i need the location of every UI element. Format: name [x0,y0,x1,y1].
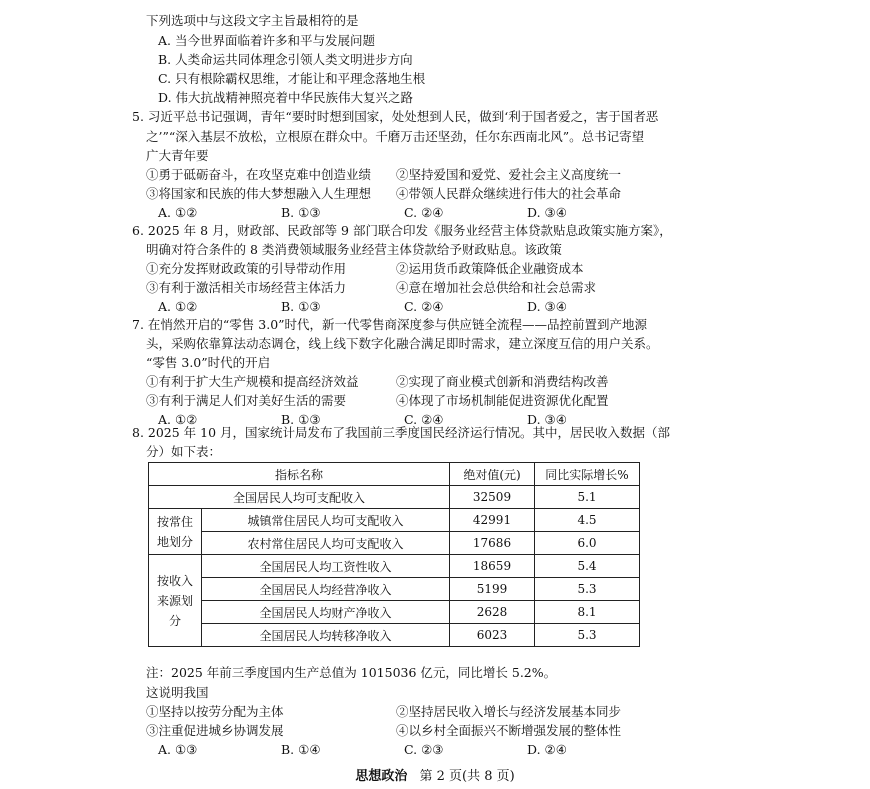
q6-stem-line-1: 6. 2025 年 8 月，财政部、民政部等 9 部门联合印发《服务业经营主体贷款贴息政策实施方案》， [132,223,672,238]
q7-item-2: ②实现了商业模式创新和消费结构改善 [396,374,609,389]
q6-answer-c: C. ②④ [404,299,444,314]
table-cell-value: 6023 [450,624,535,647]
q5-item-3: ③将国家和民族的伟大梦想融入人生理想 [146,186,372,201]
q5-item-1: ①勇于砥砺奋斗，在攻坚克难中创造业绩 [146,167,372,182]
q5-answer-b: B. ①③ [281,205,321,220]
q6-stem-line-2: 明确对符合条件的 8 类消费领域服务业经营主体贷款给予财政贴息。该政策 [146,242,562,257]
q4-option-b: B. 人类命运共同体理念引领人类文明进步方向 [158,52,413,67]
table-header-value: 绝对值(元) [450,463,535,486]
q5-answer-d: D. ③④ [527,205,567,220]
q5-stem-line-2: 之’”“深入基层不放松，立根原在群众中。千磨万击还坚劲，任尔东西南北风”。总书记寄望 [146,129,645,144]
table-header-row [149,463,640,486]
q7-items [146,373,666,430]
q7-item-3: ③有利于满足人们对美好生活的需要 [146,393,347,408]
q5-answer-a: A. ①② [158,205,198,220]
q5-answer-c: C. ②④ [404,205,444,220]
q4-option-c: C. 只有根除霸权思维，才能让和平理念落地生根 [158,71,426,86]
table-cell-growth: 5.4 [535,555,640,578]
q5-stem-line-3: 广大青年要 [146,148,209,163]
table-row [149,601,640,624]
q6-item-1: ①充分发挥财政政策的引导带动作用 [146,261,347,276]
table-cell-growth: 5.1 [535,486,640,509]
q5-stem-line-1: 5. 习近平总书记强调，青年“要时时想到国家，处处想到人民，做到‘利于国者爱之，害于国者恶 [132,109,659,124]
table-header-name: 指标名称 [149,463,450,486]
footer-page-number: 第 2 页(共 8 页) [419,769,515,784]
table-row [149,486,640,509]
table-cell-growth: 6.0 [535,532,640,555]
table-row [149,624,640,647]
q7-stem-line-3: “零售 3.0”时代的开启 [146,355,271,370]
q7-answer-d: D. ③④ [527,412,567,427]
q7-stem-line-2: 头，采购依靠算法动态调仓，线上线下数字化融合满足即时需求，建立深度互信的用户关系。 [146,336,659,351]
q8-item-3: ③注重促进城乡协调发展 [146,723,284,738]
q8-stem-line-2: 分）如下表： [146,444,222,459]
q7-answer-a: A. ①② [158,412,198,427]
q6-answer-b: B. ①③ [281,299,321,314]
table-cell-value: 2628 [450,601,535,624]
table-cell-growth: 4.5 [535,509,640,532]
q5-item-4: ④带领人民群众继续进行伟大的社会革命 [396,186,622,201]
q8-answer-c: C. ②③ [404,742,444,757]
q8-answer-b: B. ①④ [281,742,321,757]
q6-item-3: ③有利于激活相关市场经营主体活力 [146,280,347,295]
q8-answer-d: D. ②④ [527,742,567,757]
q7-item-1: ①有利于扩大生产规模和提高经济效益 [146,374,359,389]
q7-answer-b: B. ①③ [281,412,321,427]
table-cell-name: 全国居民人均可支配收入 [149,486,450,509]
table-cell-name: 农村常住居民人均可支配收入 [202,532,450,555]
q4-stem: 下列选项中与这段文字主旨最相符的是 [146,13,359,28]
q6-answer-a: A. ①② [158,299,198,314]
table-cell-growth: 5.3 [535,578,640,601]
q7-item-4: ④体现了市场机制能促进资源优化配置 [396,393,609,408]
q5-items [146,166,666,223]
table-cell-value: 18659 [450,555,535,578]
table-cell-name: 城镇常住居民人均可支配收入 [202,509,450,532]
table-cell-value: 17686 [450,532,535,555]
table-cell-name: 全国居民人均财产净收入 [202,601,450,624]
q8-stem: 这说明我国 [146,685,209,700]
table-row [149,578,640,601]
table-cell-growth: 8.1 [535,601,640,624]
table-group-label-residence: 按常住 地划分 [149,509,202,555]
q7-stem-line-1: 7. 在悄然开启的“零售 3.0”时代，新一代零售商深度参与供应链全流程——品控前置到产地源 [132,317,648,332]
table-group-label-source: 按收入 来源划 分 [149,555,202,647]
q5-item-2: ②坚持爱国和爱党、爱社会主义高度统一 [396,167,622,182]
q8-answer-a: A. ①③ [158,742,198,757]
q6-answer-d: D. ③④ [527,299,567,314]
q6-item-2: ②运用货币政策降低企业融资成本 [396,261,584,276]
table-cell-name: 全国居民人均经营净收入 [202,578,450,601]
table-header-growth: 同比实际增长% [535,463,640,486]
table-cell-name: 全国居民人均转移净收入 [202,624,450,647]
table-cell-value: 5199 [450,578,535,601]
q8-note: 注：2025 年前三季度国内生产总值为 1015036 亿元，同比增长 5.2%。 [146,665,557,680]
income-table [148,462,640,647]
q4-option-a: A. 当今世界面临着许多和平与发展问题 [158,33,375,48]
q7-answer-c: C. ②④ [404,412,444,427]
footer-subject: 思想政治 [355,769,408,784]
page-footer [0,765,870,784]
q8-item-4: ④以乡村全面振兴不断增强发展的整体性 [396,723,622,738]
q6-items [146,260,666,317]
q8-item-1: ①坚持以按劳分配为主体 [146,704,284,719]
table-cell-value: 32509 [450,486,535,509]
q6-item-4: ④意在增加社会总供给和社会总需求 [396,280,597,295]
table-cell-name: 全国居民人均工资性收入 [202,555,450,578]
table-row [149,555,640,578]
q8-items [146,703,666,760]
table-cell-growth: 5.3 [535,624,640,647]
table-row [149,509,640,532]
q8-item-2: ②坚持居民收入增长与经济发展基本同步 [396,704,622,719]
table-row [149,532,640,555]
q8-stem-line-1: 8. 2025 年 10 月，国家统计局发布了我国前三季度国民经济运行情况。其中，居民收入数据（部 [132,425,671,440]
table-cell-value: 42991 [450,509,535,532]
q4-option-d: D. 伟大抗战精神照亮着中华民族伟大复兴之路 [158,90,414,105]
